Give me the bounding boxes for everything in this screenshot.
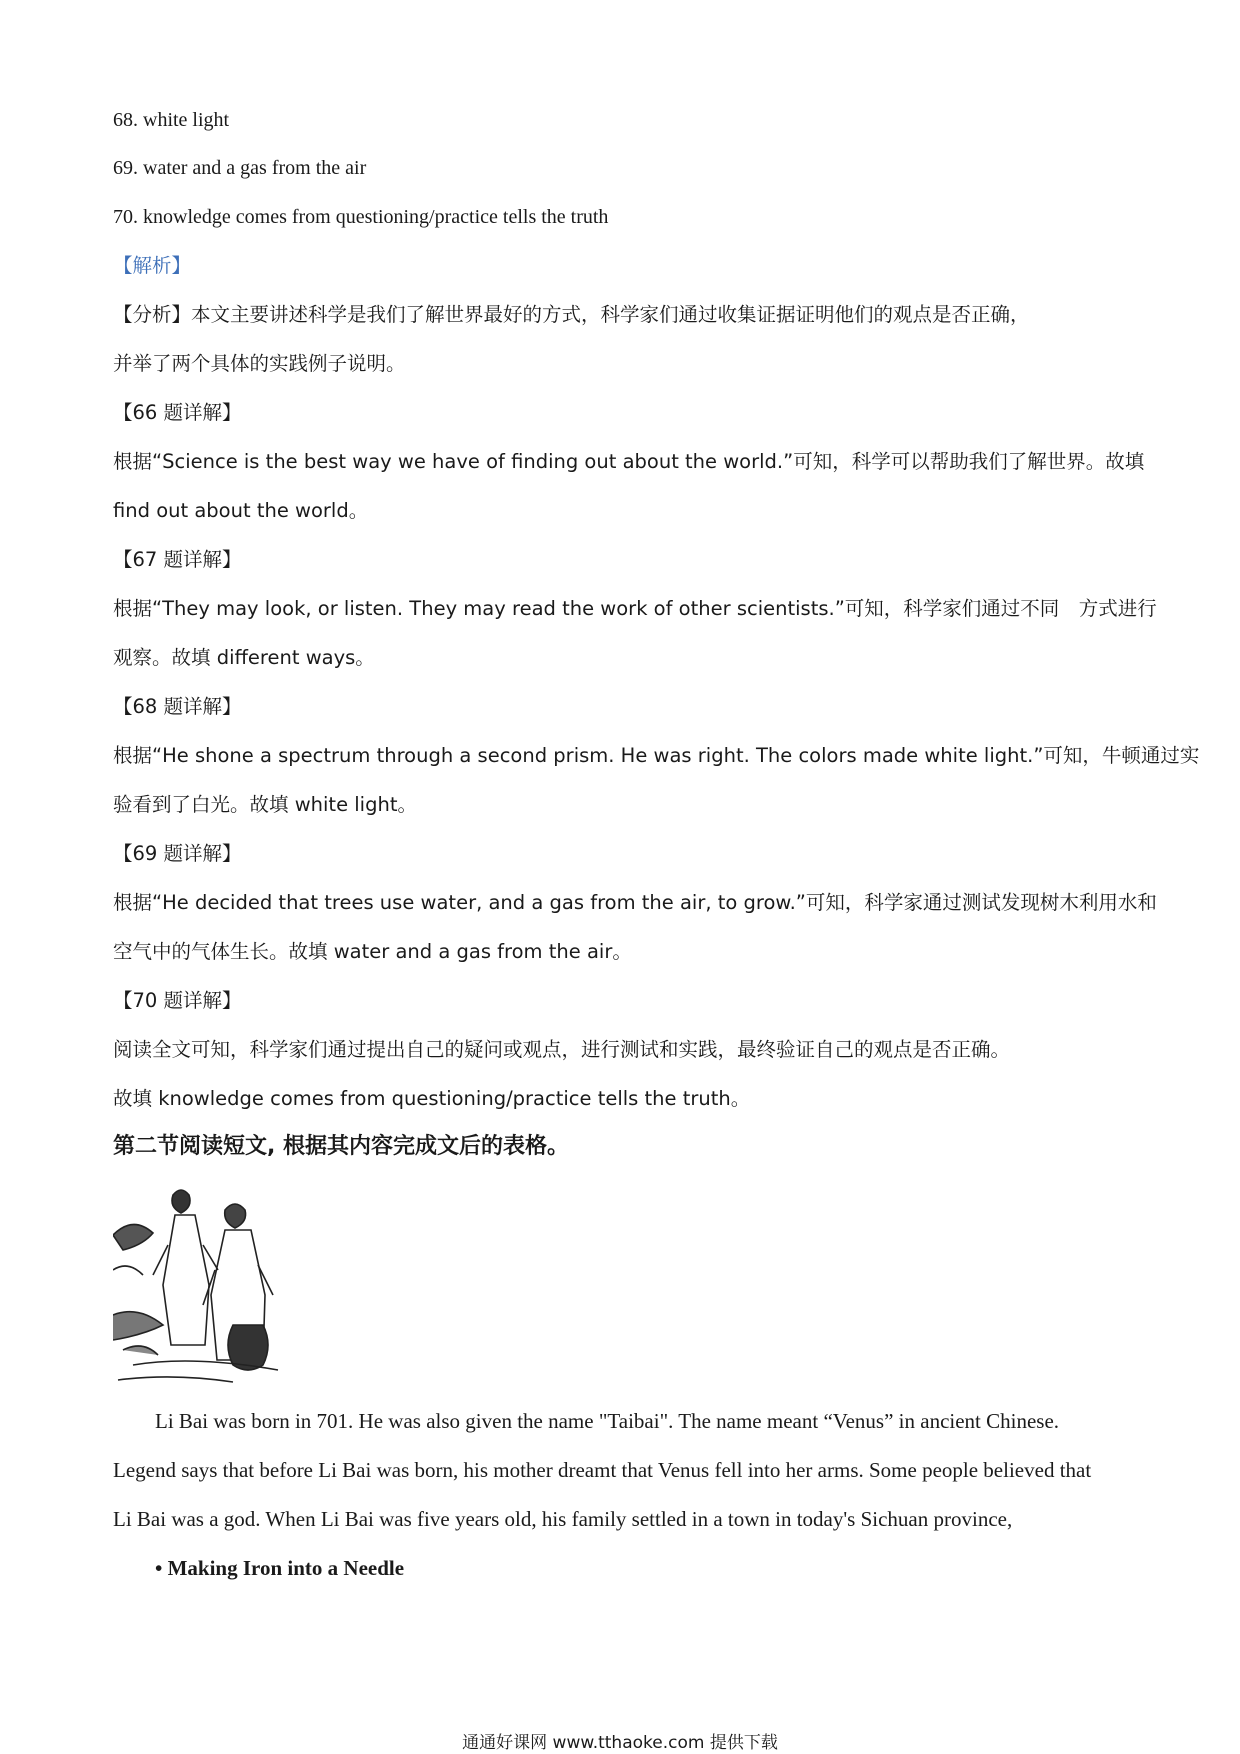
answer-68: 68. white light xyxy=(113,109,230,131)
detail-70-line-1: 阅读全文可知，科学家们通过提出自己的疑问或观点，进行测试和实践，最终验证自己的观点是否正确。 xyxy=(113,1038,1011,1061)
analysis-line-2: 并举了两个具体的实践例子说明。 xyxy=(113,352,406,375)
answer-70: 70. knowledge comes from questioning/practice tells the truth xyxy=(113,206,609,228)
detail-68-line-2: 验看到了白光。故填 white light。 xyxy=(113,793,417,816)
analysis-line-1: 【分析】本文主要讲述科学是我们了解世界最好的方式，科学家们通过收集证据证明他们的观点是否正确， xyxy=(113,303,1030,326)
detail-66-line-1: 根据“Science is the best way we have of finding out about the world.”可知，科学可以帮助我们了解世界。故填 xyxy=(113,450,1145,473)
detail-69-heading: 【69 题详解】 xyxy=(113,842,242,865)
passage-line-1: Li Bai was born in 701. He was also given the name "Taibai". The name meant “Venus” in ancient Chinese. xyxy=(155,1409,1060,1433)
detail-69-line-2: 空气中的气体生长。故填 water and a gas from the air。 xyxy=(113,940,632,963)
detail-69-line-1: 根据“He decided that trees use water, and a gas from the air, to grow.”可知，科学家通过测试发现树木利用水和 xyxy=(113,891,1157,914)
detail-68-heading: 【68 题详解】 xyxy=(113,695,242,718)
detail-70-line-2: 故填 knowledge comes from questioning/practice tells the truth。 xyxy=(113,1087,751,1110)
passage-line-2: Legend says that before Li Bai was born, his mother dreamt that Venus fell into her arms. Some people believed that xyxy=(113,1458,1092,1482)
detail-66-line-2: find out about the world。 xyxy=(113,499,369,522)
jiexi-label: 【解析】 xyxy=(113,254,192,277)
page-footer: 通通好课网 www.tthaoke.com 提供下载 xyxy=(462,1733,778,1753)
answer-69: 69. water and a gas from the air xyxy=(113,157,367,179)
bullet-heading: • Making Iron into a Needle xyxy=(155,1556,405,1580)
detail-66-heading: 【66 题详解】 xyxy=(113,401,242,424)
li-bai-illustration xyxy=(113,1175,283,1387)
detail-67-line-2: 观察。故填 different ways。 xyxy=(113,646,375,669)
detail-70-heading: 【70 题详解】 xyxy=(113,989,242,1012)
detail-68-line-1: 根据“He shone a spectrum through a second prism. He was right. The colors made white light.”可知，牛顿通过实 xyxy=(113,744,1200,767)
section-title: 第二节阅读短文, 根据其内容完成文后的表格。 xyxy=(113,1134,570,1159)
passage-line-3: Li Bai was a god. When Li Bai was five years old, his family settled in a town in today's Sichuan province, xyxy=(113,1507,1013,1531)
detail-67-heading: 【67 题详解】 xyxy=(113,548,242,571)
detail-67-line-1: 根据“They may look, or listen. They may read the work of other scientists.”可知，科学家们通过不同 方式进行 xyxy=(113,597,1157,620)
